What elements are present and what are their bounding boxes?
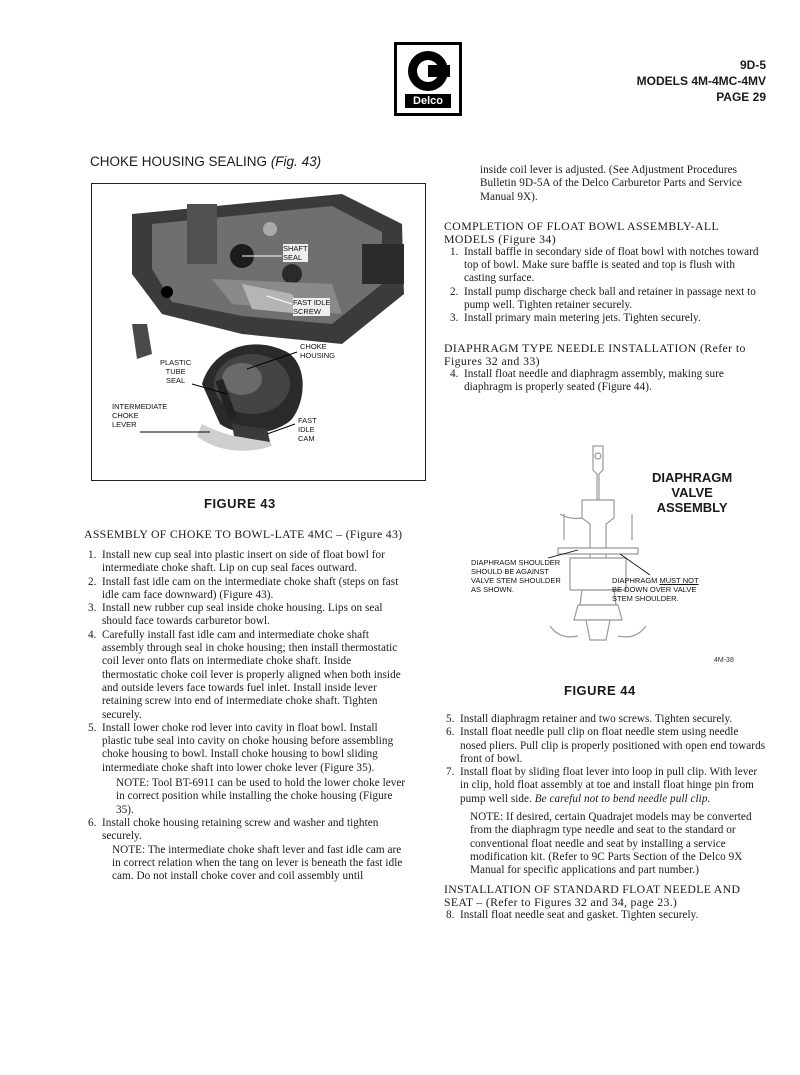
right-column-bottom-text <box>444 713 766 922</box>
item-number: 4. <box>450 367 459 380</box>
label-line: LEVER <box>112 420 137 429</box>
label-line: SHOULD BE AGAINST <box>471 567 549 576</box>
title-line: VALVE <box>671 485 713 500</box>
figure-43-leaders <box>92 184 425 480</box>
label-line: CHOKE <box>300 342 327 351</box>
list-item <box>450 246 766 286</box>
list-item <box>88 576 408 603</box>
figure-44-left-label <box>471 558 561 594</box>
note-tool: NOTE: Tool BT-6911 can be used to hold the lower choke lever in correct position while installing the choke housing (Figure 35). <box>116 777 406 816</box>
label-line: FAST <box>298 416 317 425</box>
page-number: PAGE 29 <box>716 90 766 104</box>
label-line: BE DOWN OVER VALVE <box>612 585 697 594</box>
figure-44-right-label <box>612 576 699 603</box>
label-line: TUBE <box>165 367 186 376</box>
label-line: VALVE STEM SHOULDER <box>471 576 561 585</box>
logo-text: Delco <box>413 95 443 107</box>
item-number: 2. <box>88 575 97 588</box>
list-item <box>88 722 408 775</box>
label-line: SCREW <box>293 307 321 316</box>
label-line: CHOKE <box>112 411 139 420</box>
item-number: 6. <box>446 726 455 739</box>
item-number: 3. <box>88 602 97 615</box>
label-emphasis: MUST NOT <box>659 576 699 585</box>
item-text: Install diaphragm retainer and two screws. Tighten securely. <box>460 713 733 725</box>
label-line: SHAFT <box>283 244 308 253</box>
item-text: Carefully install fast idle cam and intermediate choke shaft assembly through seal in choke housing; then install thermostatic coil lever onto flats on intermediate choke shaft. Inside thermostatic choke coil lever is properly aligned when both inside and outside levers face towards fuel inlet. Install inside lever retaining screw into end of intermediate choke shaft. Tighten securely. <box>102 628 401 721</box>
standard-needle-heading: INSTALLATION OF STANDARD FLOAT NEEDLE AND SEAT – (Refer to Figures 32 and 34, page 23.) <box>444 881 741 909</box>
list-item <box>88 817 408 844</box>
note-conversion: NOTE: If desired, certain Quadrajet models may be converted from the diaphragm type needle and seat to the standard or conventional float needle and seat by installing a service modification kit. (Refer to 9C Parts Section of the Delco 9X Manual for specific applications and part number.) <box>470 811 752 877</box>
figure-44-caption: FIGURE 44 <box>564 683 636 698</box>
label-line: SEAL <box>283 253 303 262</box>
list-item <box>446 766 766 806</box>
list-item <box>450 312 766 325</box>
left-column-text <box>84 527 408 883</box>
item-text: Install primary main metering jets. Tighten securely. <box>464 312 701 325</box>
models-line: MODELS 4M-4MC-4MV <box>636 74 766 88</box>
item-text: Install float needle seat and gasket. Tighten securely. <box>460 908 699 921</box>
figure-44-code: 4M-38 <box>714 657 734 664</box>
item-text: Install float needle pull clip on float needle stem using needle nosed pliers. Pull clip is properly positioned with open end towards front of bowl. <box>460 726 766 765</box>
label-intermediate-choke-lever <box>112 402 167 429</box>
item-number: 8. <box>446 908 455 921</box>
item-text: Install float by sliding float lever into loop in pull clip. With lever in clip, hold float assembly at toe and install float hinge pin from pump well side. <box>460 766 758 805</box>
standard-list <box>446 909 766 922</box>
continuation-text: inside coil lever is adjusted. (See Adjustment Procedures Bulletin 9D-5A of the Delco Carburetor Parts and Service Manual 9X). <box>480 164 742 203</box>
assembly-heading: ASSEMBLY OF CHOKE TO BOWL-LATE 4MC – (Figure 43) <box>84 527 403 541</box>
label-line: DIAPHRAGM SHOULDER <box>471 558 561 567</box>
list-item <box>446 713 766 726</box>
list-item <box>88 629 408 722</box>
label-line: DIAPHRAGM <box>612 576 658 585</box>
item-number: 5. <box>88 721 97 734</box>
list-item <box>88 602 408 629</box>
label-line: IDLE <box>298 425 315 434</box>
item-text: Install fast idle cam on the intermediate choke shaft (steps on fast idle cam face downward) (Figure 43). <box>102 575 399 601</box>
right-column-top-text <box>444 164 766 394</box>
label-line: FAST IDLE <box>293 298 331 307</box>
label-plastic-tube-seal <box>160 358 191 385</box>
label-line: HOUSING <box>300 351 336 360</box>
list-item <box>88 549 408 576</box>
title-line: DIAPHRAGM <box>652 470 733 485</box>
list-item <box>450 286 766 313</box>
label-fast-idle-screw <box>293 298 330 316</box>
item-number: 6. <box>88 816 97 829</box>
choke-housing-heading <box>90 154 321 169</box>
item-caution: Be careful not to bend needle pull clip. <box>534 792 711 805</box>
item-text: Install lower choke rod lever into cavity in float bowl. Install plastic tube seal into cavity on choke housing before assembling choke housing to bowl. Install choke housing to bowl sliding intermediate choke shaft into lower choke lever (Figure 35). <box>102 721 394 774</box>
assembly-list <box>88 549 408 883</box>
figure-43-photo <box>91 183 426 481</box>
label-line: STEM SHOULDER. <box>612 594 679 603</box>
completion-heading: COMPLETION OF FLOAT BOWL ASSEMBLY-ALL MODELS (Figure 34) <box>444 218 719 246</box>
figure-44-title <box>652 470 732 515</box>
item-text: Install choke housing retaining screw and washer and tighten securely. <box>102 816 379 843</box>
list-item <box>446 726 766 766</box>
label-line: PLASTIC <box>160 358 192 367</box>
label-line: INTERMEDIATE <box>112 402 168 411</box>
page-header <box>637 57 766 105</box>
label-line: SEAL <box>166 376 186 385</box>
item-text: Install new rubber cup seal inside choke housing. Lips on seal should face towards carburetor bowl. <box>102 602 383 628</box>
title-line: ASSEMBLY <box>656 500 728 515</box>
label-line: AS SHOWN. <box>471 585 514 594</box>
note-intermediate-lever: NOTE: The intermediate choke shaft lever and fast idle cam are in correct relation when the tang on lever is beneath the fast idle cam. Do not install choke cover and coil assembly until <box>112 843 403 883</box>
item-number: 2. <box>450 285 459 298</box>
completion-list <box>450 246 766 326</box>
heading-figure-ref: (Fig. 43) <box>270 154 322 169</box>
item-number: 1. <box>450 245 459 258</box>
diaphragm-list <box>450 368 766 395</box>
label-line: CAM <box>298 434 315 443</box>
label-shaft-seal <box>283 244 308 262</box>
bulletin-code: 9D-5 <box>739 58 766 72</box>
item-number: 4. <box>88 628 97 641</box>
label-fast-idle-cam <box>298 416 317 443</box>
item-number: 1. <box>88 549 97 561</box>
list-item <box>446 909 766 922</box>
list-item <box>450 368 766 395</box>
item-text: Install pump discharge check ball and retainer in passage next to pump well. Tighten retainer securely. <box>464 285 756 312</box>
after-list <box>446 713 766 806</box>
item-number: 3. <box>450 312 459 325</box>
heading-text: CHOKE HOUSING SEALING <box>90 154 268 169</box>
item-number: 5. <box>446 713 455 725</box>
item-text: Install float needle and diaphragm assembly, making sure diaphragm is properly seated (Figure 44). <box>464 367 724 393</box>
item-text: Install new cup seal into plastic insert on side of float bowl for intermediate choke shaft. Lip on cup seal faces outward. <box>102 549 385 575</box>
item-text: Install baffle in secondary side of float bowl with notches toward top of bowl. Make sure baffle is seated and top is flush with casting surface. <box>464 245 759 285</box>
diaphragm-heading: DIAPHRAGM TYPE NEEDLE INSTALLATION (Refer to Figures 32 and 33) <box>444 340 746 368</box>
label-choke-housing <box>300 342 335 360</box>
delco-logo <box>394 42 462 116</box>
item-number: 7. <box>446 766 455 779</box>
figure-43-caption: FIGURE 43 <box>204 496 276 511</box>
